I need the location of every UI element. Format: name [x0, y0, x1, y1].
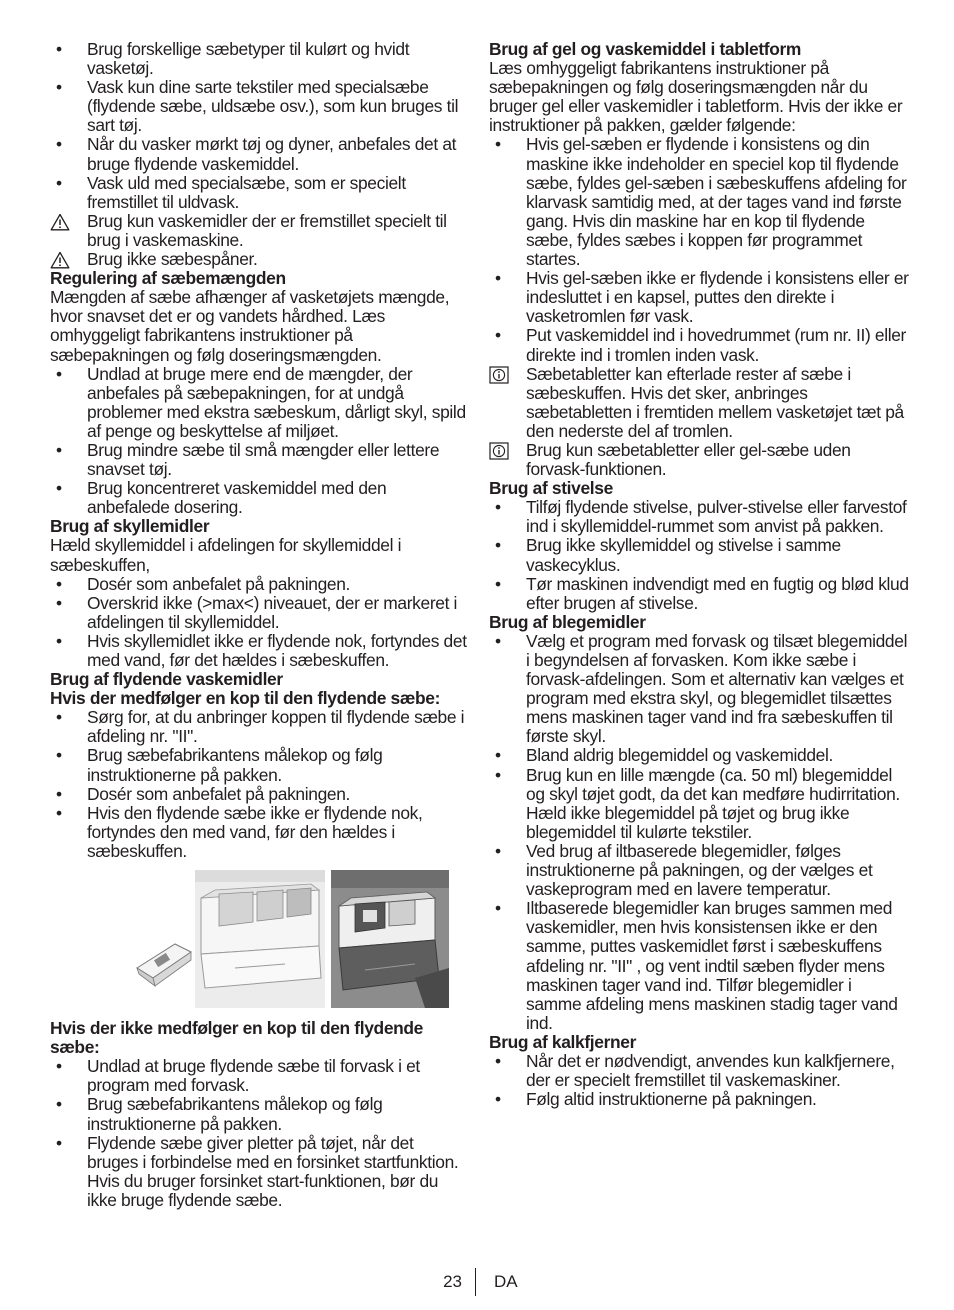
liquid-with-cup-bullet-list [50, 708, 468, 861]
list-item: • Brug koncentreret vaskemiddel med den anbefalede dosering. [56, 478, 387, 518]
list-item: • Vask uld med specialsæbe, som er specielt fremstillet til uldvask. [56, 172, 406, 212]
list-item: • Iltbaserede blegemidler kan bruges sammen med vaskemidler, men hvis konsistensen ikke er den samme, puttes vaskemidlet først i sæbeskuffens afdeling nr. "II" , og vent indtil sæben flyder mens maskinen tager vand ind. Tilfør blegemidler i samme afdeling mens maskinen stadig tager vand ind. [495, 898, 898, 1033]
list-item: • Put vaskemiddel ind i hovedrummet (rum nr. II) eller direkte ind i tromlen inden vask. [495, 325, 907, 365]
section-heading-dosage: Regulering af sæbemængden [50, 268, 286, 289]
list-item: • Følg altid instruktionerne på pakningen. [495, 1089, 817, 1110]
section-heading-bleach: Brug af blegemidler [489, 611, 646, 632]
detergent-drawer-illustration [50, 868, 468, 1010]
page-number: 23 [443, 1272, 462, 1291]
info-icon [489, 366, 509, 388]
list-item: • Undlad at bruge flydende sæbe til forvask i et program med forvask. [56, 1056, 420, 1096]
list-item: • Tør maskinen indvendigt med en fugtig og blød klud efter brugen af stivelse. [495, 573, 909, 613]
list-item: • Dosér som anbefalet på pakningen. [56, 573, 351, 594]
subheading-without-cup: Hvis der ikke medfølger en kop til den flydende sæbe: [50, 1018, 424, 1058]
subheading-with-cup: Hvis der medfølger en kop til den flydende sæbe: [50, 688, 441, 709]
list-item: • Når det er nødvendigt, anvendes kun kalkfjernere, der er specielt fremstillet til vaskemaskiner. [495, 1050, 895, 1091]
list-item: • Undlad at bruge mere end de mængder, der anbefales på sæbepakningen, for at undgå problemer med ekstra sæbeskum, dårligt skyl, spild af penge og beskyttelse af miljøet. [56, 363, 466, 441]
section-heading-liquid: Brug af flydende vaskemidler [50, 669, 283, 690]
dosage-paragraph: Mængden af sæbe afhænger af vasketøjets mængde, hvor snavset det er og vandets hårdhed. Læs omhyggeligt fabrikantens instruktioner på sæbepakningen og følg doseringsmængden. [50, 287, 450, 365]
section-heading-softener: Brug af skyllemidler [50, 516, 210, 537]
info-icon [489, 442, 509, 464]
list-item: • Brug forskellige sæbetyper til kulørt og hvidt vasketøj. [56, 39, 410, 79]
list-item: • Ved brug af iltbaserede blegemidler, følges instruktionerne på pakningen, og der vælges et vaskeprogram med en lavere temperatur. [495, 840, 873, 900]
liquid-detergent-cup [137, 944, 191, 986]
list-item: • Vælg et program med forvask og tilsæt blegemiddel i begyndelsen af forvasken. Kom ikke sæbe i forvask-afdelingen. Som et alternativ kan vælges et program med ekstra skyl, og blegemidlet tilsættes mens maskinen tager vand ind fra sæbeskuffen til første skyl. [495, 630, 908, 747]
list-item: • Flydende sæbe giver pletter på tøjet, når det bruges i forbindelse med en forsinket startfunktion. Hvis du bruger forsinket start-funktionen, bør du ikke bruge flydende sæbe. [56, 1132, 459, 1210]
list-item: • Brug ikke skyllemiddel og stivelse i samme vaskecyklus. [495, 535, 841, 575]
gel-bullet-list [489, 135, 909, 364]
list-item: • Når du vasker mørkt tøj og dyner, anbefales det at bruge flydende vaskemiddel. [56, 134, 457, 174]
bleach-bullet-list [489, 632, 909, 1033]
intro-bullet-list [50, 40, 468, 212]
list-item: • Hvis skyllemidlet ikke er flydende nok, fortyndes det med vand, før det hældes i sæbeskuffen. [56, 630, 467, 670]
list-item: • Overskrid ikke (>max<) niveauet, der er markeret i afdelingen til skyllemiddel. [56, 592, 458, 632]
warning-note: Brug ikke sæbespåner. [50, 250, 468, 269]
section-heading-starch: Brug af stivelse [489, 478, 613, 499]
list-item: • Dosér som anbefalet på pakningen. [56, 783, 351, 804]
list-item: • Brug kun en lille mængde (ca. 50 ml) blegemiddel og skyl tøjet godt, da det kan medføre hudirritation. Hæld ikke blegemiddel på tøjet og brug ikke blegemiddel til kulørte tekstiler. [495, 764, 900, 842]
list-item: • Brug mindre sæbe til små mængder eller lettere snavset tøj. [56, 439, 440, 480]
language-code: DA [494, 1272, 518, 1291]
list-item: • Brug sæbefabrikantens målekop og følg instruktionerne på pakken. [56, 1094, 383, 1134]
list-item: • Tilføj flydende stivelse, pulver-stivelse eller farvestof ind i skyllemiddel-rummet som anvist på pakken. [495, 497, 907, 537]
softener-bullet-list [50, 575, 468, 670]
page-footer [0, 1272, 954, 1296]
list-item: • Hvis gel-sæben er flydende i konsistens og din maskine ikke indeholder en speciel kop til flydende sæbe, fyldes gel-sæben i sæbeskuffens afdeling for klarvask samtidig med, at der tages vand ind første gang. Hvis din maskine har en kop til flydende sæbe, fyldes sæbes i koppen før programmet startes. [495, 134, 907, 270]
descaler-bullet-list [489, 1052, 909, 1109]
info-note: Sæbetabletter kan efterlade rester af sæbe i sæbeskuffen. Hvis det sker, anbringes sæbetabletten i fremtiden mellem vasketøjet tæt på den nederste del af tromlen. [489, 365, 909, 441]
info-note: Brug kun sæbetabletter eller gel-sæbe uden forvask-funktionen. [489, 441, 909, 479]
starch-bullet-list [489, 498, 909, 613]
left-column [50, 40, 468, 1210]
softener-paragraph: Hæld skyllemiddel i afdelingen for skyllemiddel i sæbeskuffen, [50, 535, 402, 575]
dark-machine-drawer-image [331, 870, 449, 1008]
list-item: • Brug sæbefabrikantens målekop og følg instruktionerne på pakken. [56, 745, 383, 785]
section-heading-gel: Brug af gel og vaskemiddel i tabletform [489, 39, 802, 59]
dosage-bullet-list [50, 365, 468, 518]
list-item: • Hvis gel-sæben ikke er flydende i konsistens eller er indesluttet i en kapsel, puttes den direkte i vasketromlen før vask. [495, 268, 909, 327]
list-item: • Bland aldrig blegemiddel og vaskemiddel. [495, 745, 833, 766]
light-machine-drawer-image [137, 870, 325, 1008]
list-item: • Vask kun dine sarte tekstiler med specialsæbe (flydende sæbe, uldsæbe osv.), som kun bruges til sart tøj. [56, 77, 459, 136]
warning-triangle-icon [50, 251, 70, 273]
warning-note: Brug kun vaskemidler der er fremstillet specielt til brug i vaskemaskine. [50, 212, 468, 250]
warning-triangle-icon [50, 213, 70, 235]
section-heading-descaler: Brug af kalkfjerner [489, 1031, 637, 1052]
list-item: • Sørg for, at du anbringer koppen til flydende sæbe i afdeling nr. "II". [56, 707, 465, 747]
list-item: • Hvis den flydende sæbe ikke er flydende nok, fortyndes den med vand, før den hældes i sæbeskuffen. [56, 802, 423, 861]
right-column [489, 40, 909, 1109]
liquid-without-cup-bullet-list [50, 1057, 468, 1210]
gel-paragraph: Læs omhyggeligt fabrikantens instruktioner på sæbepakningen og følg doseringsmængden når du bruger gel eller vaskemidler i tabletform. Hvis der ikke er instruktioner på pakken, gælder følgende: [489, 58, 903, 136]
footer-divider [475, 1268, 476, 1296]
